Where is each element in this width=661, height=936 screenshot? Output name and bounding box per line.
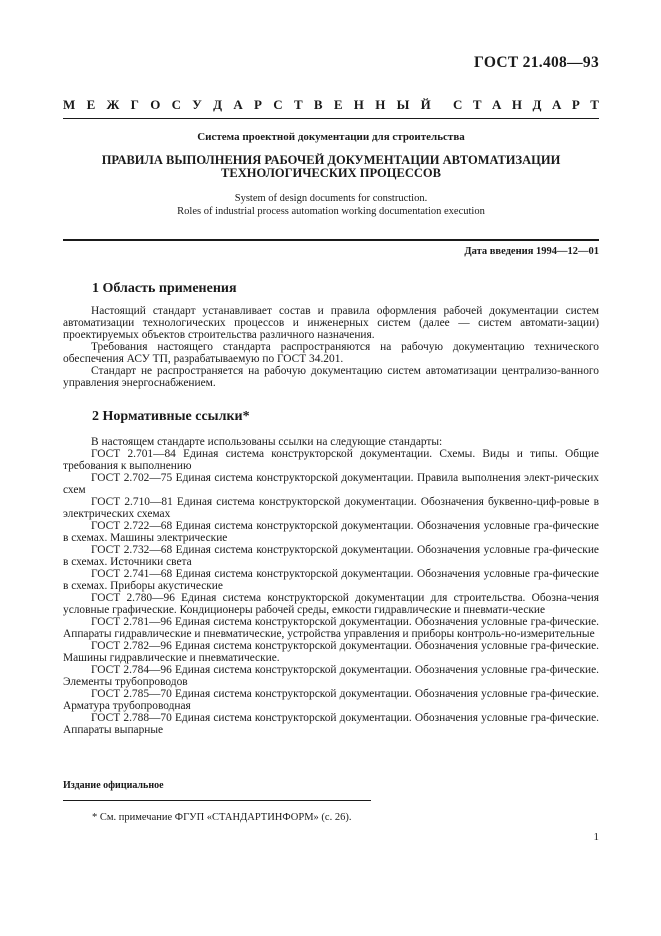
english-title bbox=[63, 192, 599, 218]
section-1-paragraph: Стандарт не распространяется на рабочую документацию систем автоматизации централизо-ванного управления энергоснабжением. bbox=[63, 365, 599, 389]
section-1-body bbox=[63, 305, 599, 389]
banner-word-interstate bbox=[63, 97, 431, 113]
banner-letter: М bbox=[63, 97, 76, 112]
banner-letter: А bbox=[551, 97, 562, 112]
reference-item: ГОСТ 2.741—68 Единая система конструкторской документации. Обозначения условные гра-фические в схемах. Приборы акустические bbox=[63, 568, 599, 592]
banner-letter: Т bbox=[472, 97, 482, 112]
reference-item: ГОСТ 2.780—96 Единая система конструкторской документации для строительства. Обозна-чения условные графические. Кондиционеры рабочей среды, емкости гидравлические и пневмати-ческие bbox=[63, 592, 599, 616]
introduction-date: Дата введения 1994—12—01 bbox=[464, 246, 599, 257]
banner-letter: Й bbox=[420, 97, 431, 112]
banner-letter: Т bbox=[293, 97, 303, 112]
official-edition-label: Издание официальное bbox=[63, 780, 164, 791]
banner-letter: Е bbox=[86, 97, 96, 112]
standard-code: ГОСТ 21.408—93 bbox=[474, 54, 599, 71]
section-1-paragraph: Требования настоящего стандарта распространяются на рабочую документацию технического обеспечения АСУ ТП, разрабатываемую по ГОСТ 34.201. bbox=[63, 341, 599, 365]
banner-letter: Н bbox=[375, 97, 386, 112]
reference-item: ГОСТ 2.782—96 Единая система конструкторской документации. Обозначения условные гра-фические. Машины гидравлические и пневматические. bbox=[63, 640, 599, 664]
reference-item: ГОСТ 2.701—84 Единая система конструкторской документации. Схемы. Виды и типы. Общие требования к выполнению bbox=[63, 448, 599, 472]
reference-item: ГОСТ 2.784—96 Единая система конструкторской документации. Обозначения условные гра-фические. Элементы трубопроводов bbox=[63, 664, 599, 688]
banner-word-standard bbox=[453, 97, 599, 113]
reference-item: ГОСТ 2.732—68 Единая система конструкторской документации. Обозначения условные гра-фические в схемах. Источники света bbox=[63, 544, 599, 568]
banner-letter: Р bbox=[571, 97, 580, 112]
banner-letter: Д bbox=[213, 97, 223, 112]
page-number: 1 bbox=[593, 831, 599, 843]
section-1-heading: 1 Область применения bbox=[92, 281, 237, 296]
banner-letter: С bbox=[171, 97, 182, 112]
english-title-line-2: Roles of industrial process automation working documentation execution bbox=[177, 206, 485, 217]
banner-letter: Е bbox=[333, 97, 343, 112]
banner-letter: Ы bbox=[396, 97, 410, 112]
reference-item: ГОСТ 2.785—70 Единая система конструкторской документации. Обозначения условные гра-фические. Арматура трубопроводная bbox=[63, 688, 599, 712]
title-divider bbox=[63, 239, 599, 241]
english-title-line-1: System of design documents for construction. bbox=[234, 193, 428, 204]
top-divider bbox=[63, 118, 599, 119]
title-line-2: ТЕХНОЛОГИЧЕСКИХ ПРОЦЕССОВ bbox=[221, 166, 441, 180]
section-1-paragraph: Настоящий стандарт устанавливает состав и правила оформления рабочей документации систем автоматизации технологических процессов и инженерных систем (далее — систем автомати-зации) проектируемых объектов строительства различного назначения. bbox=[63, 305, 599, 341]
banner-letter: Н bbox=[511, 97, 523, 112]
banner-letter: С bbox=[453, 97, 463, 112]
banner-letter: В bbox=[313, 97, 323, 112]
banner-letter: Ж bbox=[106, 97, 120, 112]
banner-letter: У bbox=[192, 97, 202, 112]
banner-letter: Р bbox=[254, 97, 262, 112]
banner-letter: А bbox=[492, 97, 502, 112]
footnote: * См. примечание ФГУП «СТАНДАРТИНФОРМ» (с. 26). bbox=[92, 812, 352, 823]
banner-letter: Д bbox=[532, 97, 542, 112]
section-2-heading: 2 Нормативные ссылки* bbox=[92, 409, 250, 424]
document-title bbox=[63, 154, 599, 180]
footnote-separator bbox=[63, 800, 371, 801]
title-line-1: ПРАВИЛА ВЫПОЛНЕНИЯ РАБОЧЕЙ ДОКУМЕНТАЦИИ АВТОМАТИЗАЦИИ bbox=[101, 153, 561, 167]
reference-item: ГОСТ 2.722—68 Единая система конструкторской документации. Обозначения условные гра-фические в схемах. Машины электрические bbox=[63, 520, 599, 544]
interstate-standard-banner bbox=[63, 97, 599, 113]
banner-letter: Н bbox=[353, 97, 364, 112]
banner-letter: О bbox=[150, 97, 161, 112]
banner-letter: С bbox=[273, 97, 283, 112]
section-2-body bbox=[63, 436, 599, 736]
reference-item: ГОСТ 2.710—81 Единая система конструкторской документации. Обозначения буквенно-циф-ровые в электрических схемах bbox=[63, 496, 599, 520]
banner-letter: Г bbox=[130, 97, 139, 112]
banner-letter: Т bbox=[590, 97, 599, 112]
reference-item: ГОСТ 2.788—70 Единая система конструкторской документации. Обозначения условные гра-фические. Аппараты выпарные bbox=[63, 712, 599, 736]
reference-item: ГОСТ 2.781—96 Единая система конструкторской документации. Обозначения условные гра-фические. Аппараты гидравлические и пневматические, устройства управления и приборы контроль-но-измерительные bbox=[63, 616, 599, 640]
reference-item: ГОСТ 2.702—75 Единая система конструкторской документации. Правила выполнения элект-рических схем bbox=[63, 472, 599, 496]
banner-letter: А bbox=[233, 97, 243, 112]
section-2-intro: В настоящем стандарте использованы ссылки на следующие стандарты: bbox=[91, 436, 443, 448]
system-subtitle: Система проектной документации для строительства bbox=[197, 131, 465, 143]
